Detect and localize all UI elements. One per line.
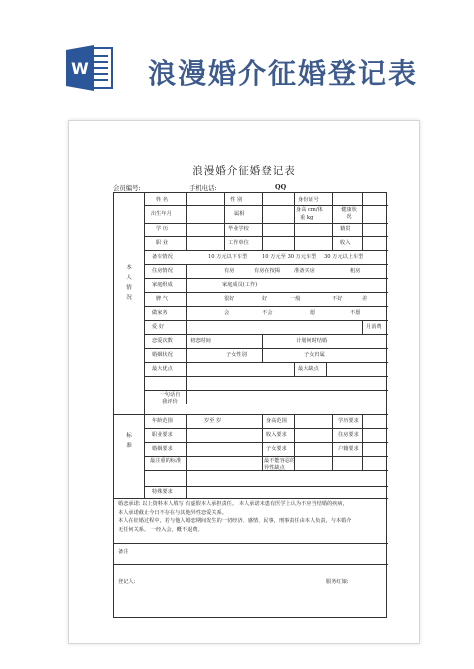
age-range-value: 岁至 岁: [204, 418, 222, 424]
housework-option-3: 愿: [310, 310, 316, 316]
document-page: [68, 120, 420, 644]
car-option-2: 10 万元至 30 万元车型: [262, 254, 317, 260]
document-title: 浪漫婚介征婚登记表: [192, 165, 296, 177]
standard-section-label: 标准: [126, 433, 132, 449]
intolerable-flaw-label: 最不能容忍的异性缺点: [264, 458, 296, 471]
age-range-label: 年龄范围: [152, 418, 173, 424]
income-label: 收入: [340, 240, 351, 246]
page-header: [0, 0, 474, 112]
occupation-label: 职 业: [156, 240, 169, 246]
children-req-label: 子女要求: [266, 446, 287, 452]
wedding-plan-label: 计划何时结婚: [296, 338, 328, 344]
housework-option-2: 不会: [262, 310, 273, 316]
strength-label: 最大优点: [152, 366, 173, 372]
hukou-req-label: 户籍要求: [338, 446, 359, 452]
qq-label: QQ: [275, 183, 287, 191]
housework-option-4: 不愿: [350, 310, 361, 316]
temper-option-1: 很好: [224, 296, 235, 302]
housing-req-label: 住房要求: [338, 432, 359, 438]
custody-label: 子女归属: [304, 352, 325, 358]
car-option-3: 30 万元以上车型: [324, 254, 364, 260]
gender-label: 性 别: [230, 197, 243, 203]
car-label: 备车情况: [152, 254, 173, 260]
height-label: 身高 cm/体: [296, 207, 323, 213]
phone-label: 手机电话:: [189, 184, 217, 192]
birth-date-label: 出生年月: [151, 211, 172, 217]
remark-label: 备注: [118, 549, 129, 555]
temper-option-2: 好: [262, 296, 268, 302]
housing-label: 住房情况: [152, 268, 173, 274]
first-love-label: 初恋时间: [190, 338, 211, 344]
zodiac-label: 属相: [234, 211, 245, 217]
car-option-1: 10 万元以下车型: [208, 254, 248, 260]
marital-req-label: 婚姻要求: [152, 446, 173, 452]
job-req-label: 职业要求: [152, 432, 173, 438]
house-option-2: 有房在按揭: [254, 268, 280, 274]
marital-status-label: 婚姻状况: [152, 352, 173, 358]
love-count-label: 恋爱次数: [152, 338, 173, 344]
temper-option-3: 一般: [290, 296, 301, 302]
house-option-1: 有房: [224, 268, 235, 274]
weakness-label: 最大缺点: [298, 366, 319, 372]
weight-label: 重 kg: [300, 215, 314, 221]
health-label: 健康状况: [341, 207, 357, 220]
svg-text:W: W: [71, 59, 89, 78]
registrant-label: 登记人:: [118, 579, 136, 585]
hobby-label: 爱 好: [152, 324, 165, 330]
housework-option-1: 会: [224, 310, 230, 316]
family-label: 家庭组成: [152, 282, 173, 288]
id-number-label: 身份证号: [298, 197, 319, 203]
temper-option-4: 不好: [332, 296, 343, 302]
hometown-label: 籍贯: [340, 226, 351, 232]
word-icon: [64, 44, 114, 92]
children-gender-label: 子女性别: [226, 352, 247, 358]
member-number-label: 会员编号:: [113, 184, 141, 192]
education-req-label: 学历要求: [338, 418, 359, 424]
priority-standard-label: 最注重的标准: [150, 458, 182, 464]
height-range-label: 身高范围: [266, 418, 287, 424]
banner-title: 浪漫婚介征婚登记表: [148, 57, 419, 90]
workplace-label: 工作单位: [228, 240, 249, 246]
name-label: 姓 名: [156, 197, 169, 203]
school-label: 毕业学校: [228, 226, 249, 232]
personal-section-label: 本人情况: [126, 265, 132, 301]
self-evaluation-label: 一句话自我评价: [159, 392, 181, 405]
temper-option-5: 差: [362, 296, 368, 302]
registration-form-table: [113, 192, 387, 618]
house-option-4: 租房: [350, 268, 361, 274]
temper-label: 脾 气: [156, 296, 169, 302]
family-note: 家庭成员(工作): [222, 282, 258, 288]
housework-label: 做家务: [152, 310, 168, 316]
house-option-3: 准备买房: [294, 268, 315, 274]
education-label: 学 历: [156, 226, 169, 232]
income-req-label: 收入要求: [266, 432, 287, 438]
special-req-label: 特殊要求: [152, 489, 173, 495]
matchmaker-signature-label: 服务红娘:: [326, 579, 349, 585]
monthly-spend-label: 月消费: [366, 324, 382, 330]
declaration-text: 婚恋承诺: 以上资料本人填写 有虚假本人承担责任。 本人承诺未患有医学上认为不应当结婚的疾病， 本人承诺截止今日不存在与其他异性恋爱关系。 本人在征婚过程中，若与他人婚恋期间发生的一切经济、感情、民事，刑事责任由本人负责，与本婚介 无任何关系。 一经入会，概不退费。: [118, 501, 352, 533]
